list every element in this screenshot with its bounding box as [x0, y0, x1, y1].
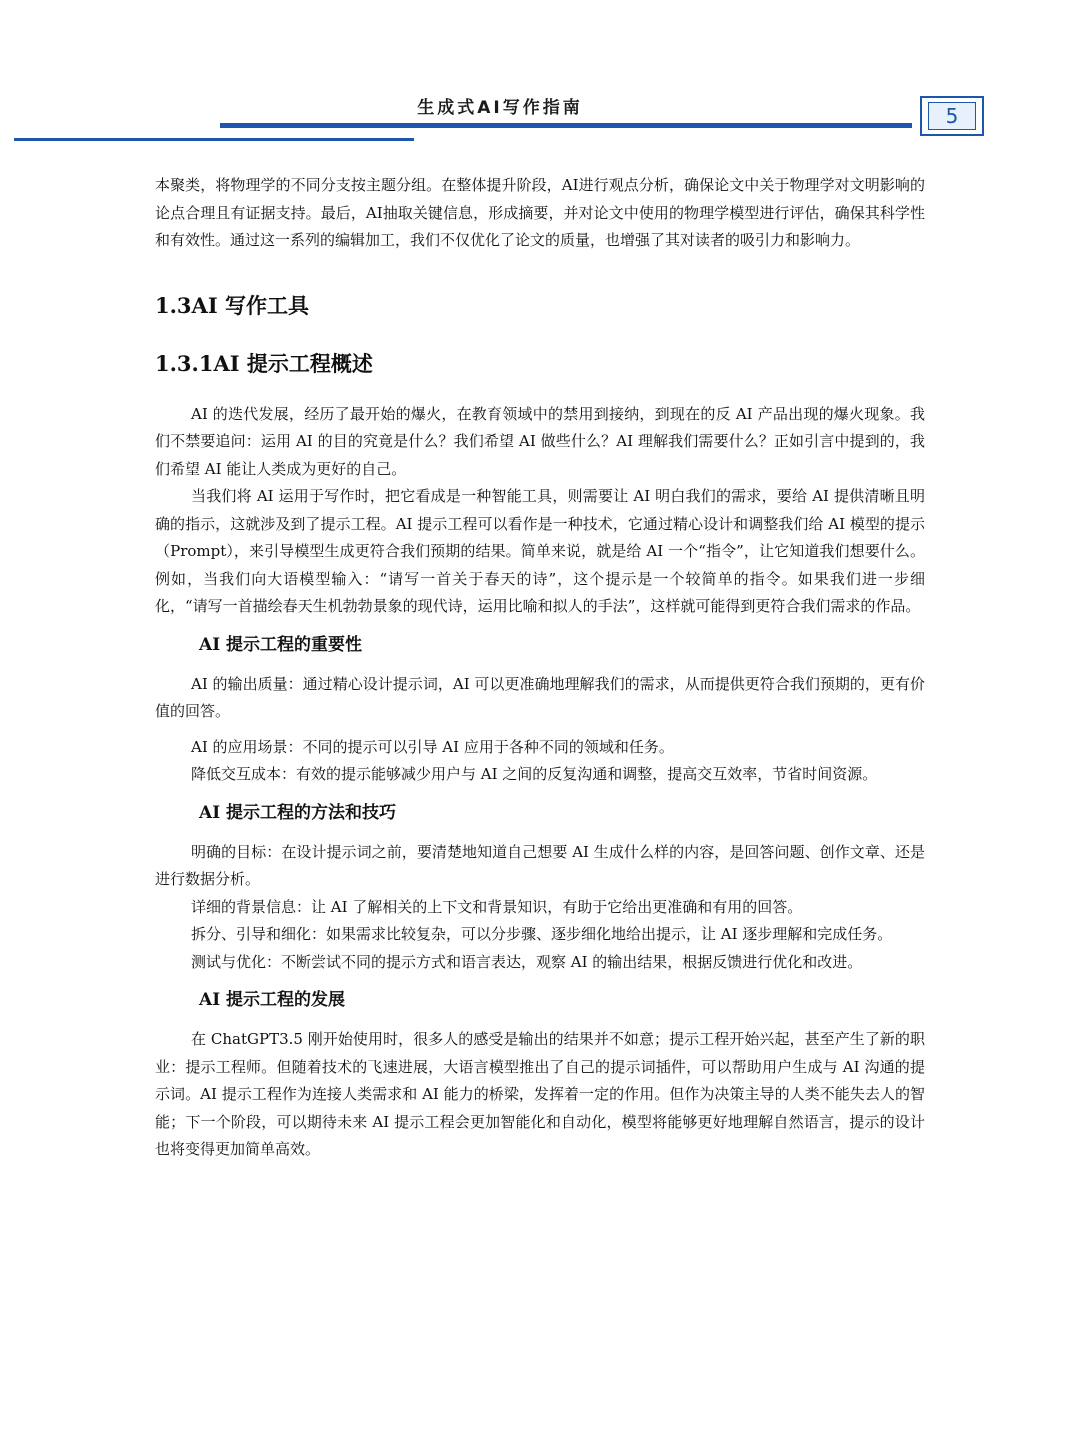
intro-paragraph: 本聚类，将物理学的不同分支按主题分组。在整体提升阶段，AI进行观点分析，确保论文中关于物理学对文明影响的论点合理且有证据支持。最后，AI抽取关键信息，形成摘要，并对论文中使用的物理学模型进行评估，确保其科学性和有效性。通过这一系列的编辑加工，我们不仅优化了论文的质量，也增强了其对读者的吸引力和影响力。 — [155, 176, 925, 249]
header-rule — [220, 123, 912, 128]
page-number-badge — [920, 96, 984, 136]
importance-heading: AI 提示工程的重要性 — [199, 634, 363, 655]
methods-paragraph-3: 拆分、引导和细化：如果需求比较复杂，可以分步骤、逐步细化地给出提示，让 AI 逐步理解和完成任务。 — [191, 925, 893, 943]
section-heading: 1.3AI 写作工具 — [155, 292, 309, 318]
header-rule-secondary — [14, 138, 414, 141]
methods-heading: AI 提示工程的方法和技巧 — [199, 802, 397, 823]
running-header-title: 生成式AI写作指南 — [417, 98, 583, 118]
subsection-heading: 1.3.1AI 提示工程概述 — [155, 350, 373, 376]
methods-paragraph-2: 详细的背景信息：让 AI 了解相关的上下文和背景知识，有助于它给出更准确和有用的回答。 — [191, 897, 803, 916]
methods-paragraph-1: 明确的目标：在设计提示词之前，要清楚地知道自己想要 AI 生成什么样的内容，是回答问题、创作文章、还是进行数据分析。 — [155, 842, 925, 888]
page-number: 5 — [928, 102, 976, 130]
importance-paragraph-3: 降低交互成本：有效的提示能够减少用户与 AI 之间的反复沟通和调整，提高交互效率，节省时间资源。 — [191, 765, 878, 783]
overview-paragraph-2: 当我们将 AI 运用于写作时，把它看成是一种智能工具，则需要让 AI 明白我们的需求，要给 AI 提供清晰且明确的指示，这就涉及到了提示工程。AI 提示工程可以看作是一种技术，它通过精心设计和调整我们给 AI 模型的提示（Prompt），来引导模型生成更符合我们预期的结果。简单来说，就是给 AI 一个“指令”，让它知道我们想要什么。例如，当我们向大语模型输入：“请写一首关于春天的诗”，这个提示是一个较简单的指令。如果我们进一步细化，“请写一首描绘春天生机勃勃景象的现代诗，运用比喻和拟人的手法”，这样就可能得到更符合我们需求的作品。 — [155, 487, 925, 615]
development-paragraph: 在 ChatGPT3.5 刚开始使用时，很多人的感受是输出的结果并不如意；提示工程开始兴起，甚至产生了新的职业：提示工程师。但随着技术的飞速进展，大语言模型推出了自己的提示词插件，可以帮助用户生成与 AI 沟通的提示词。AI 提示工程作为连接人类需求和 AI 能力的桥梁，发挥着一定的作用。但作为决策主导的人类不能失去人的智能；下一个阶段，可以期待未来 AI 提示工程会更加智能化和自动化，模型将能够更好地理解自然语言，提示的设计也将变得更加简单高效。 — [155, 1030, 925, 1158]
importance-paragraph-2: AI 的应用场景：不同的提示可以引导 AI 应用于各种不同的领域和任务。 — [191, 737, 674, 756]
methods-paragraph-4: 测试与优化：不断尝试不同的提示方式和语言表达，观察 AI 的输出结果，根据反馈进行优化和改进。 — [191, 952, 863, 971]
development-heading: AI 提示工程的发展 — [199, 990, 346, 1010]
importance-paragraph-1: AI 的输出质量：通过精心设计提示词，AI 可以更准确地理解我们的需求，从而提供更符合我们预期的，更有价值的回答。 — [155, 674, 925, 720]
page-body — [155, 172, 925, 1164]
overview-paragraph-1: AI 的迭代发展，经历了最开始的爆火，在教育领域中的禁用到接纳，到现在的反 AI 产品出现的爆火现象。我们不禁要追问：运用 AI 的目的究竟是什么？我们希望 AI 做些什么？AI 理解我们需要什么？正如引言中提到的，我们希望 AI 能让人类成为更好的自己。 — [155, 404, 925, 478]
